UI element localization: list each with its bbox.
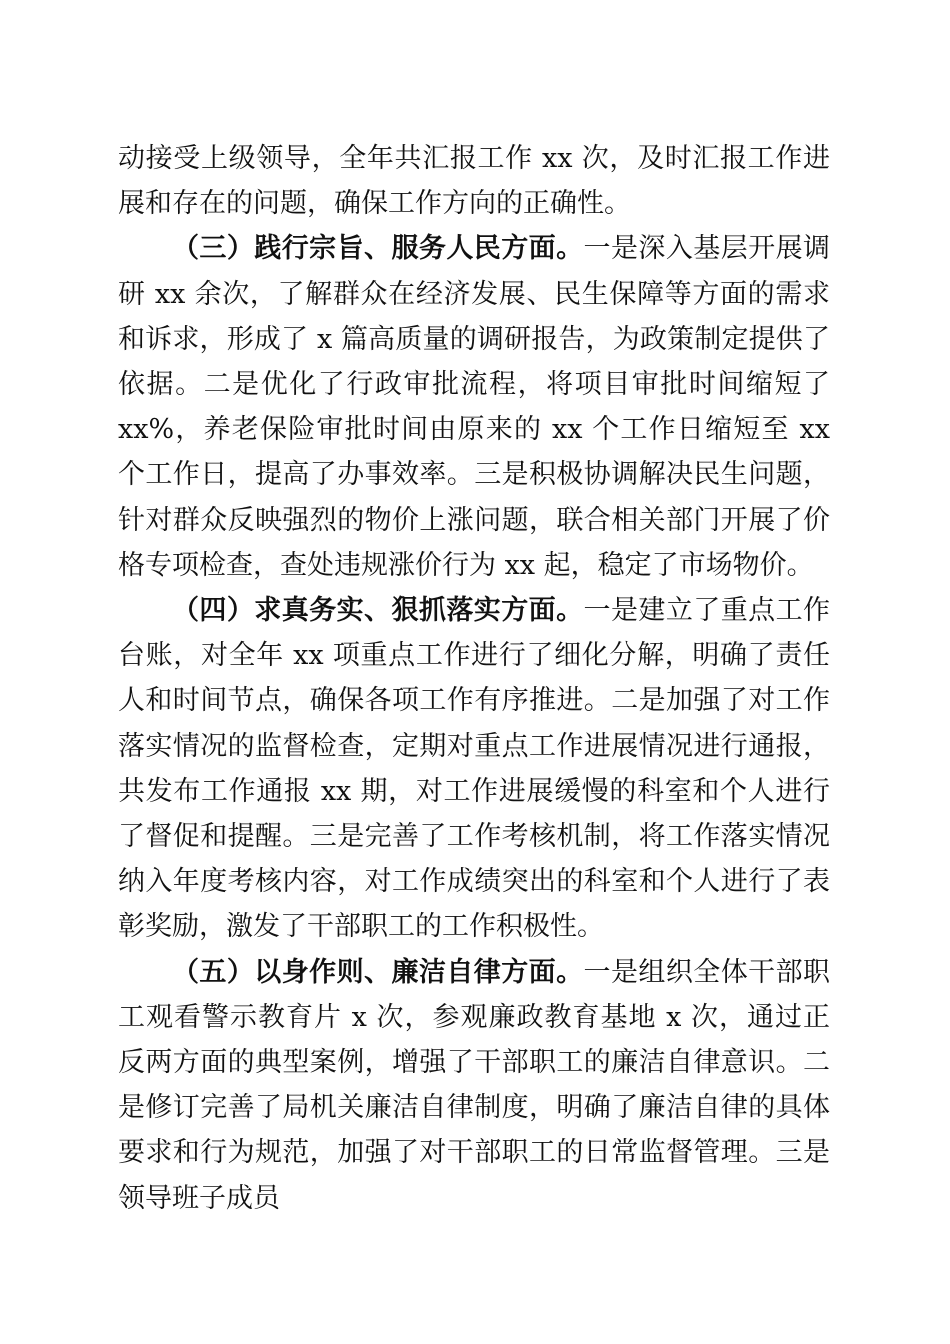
paragraph-text: 一是建立了重点工作台账，对全年 xx 项重点工作进行了细化分解，明确了责任人和时间节点，确保各项工作有序推进。二是加强了对工作落实情况的监督检查，定期对重点工作进展情况进行通报，共发布工作通报 xx 期，对工作进展缓慢的科室和个人进行了督促和提醒。三是完善了工作考核机制，将工作落实情况纳入年度考核内容，对工作成绩突出的科室和个人进行了表彰奖励，激发了干部职工的工作积极性。	[118, 595, 831, 943]
section-heading-4: （四）求真务实、狠抓落实方面。	[172, 595, 584, 627]
paragraph-text: 一是深入基层开展调研 xx 余次，了解群众在经济发展、民生保障等方面的需求和诉求，形成了 x 篇高质量的调研报告，为政策制定提供了依据。二是优化了行政审批流程，将项目审批时间缩短了 xx%，养老保险审批时间由原来的 xx 个工作日缩短至 xx 个工作日，提高了办事效率。三是积极协调解决民生问题，针对群众反映强烈的物价上涨问题，联合相关部门开展了价格专项检查，查处违规涨价行为 xx 起，稳定了市场物价。	[118, 233, 831, 581]
document-body	[118, 136, 830, 1221]
paragraph-section-3	[118, 226, 830, 588]
paragraph-section-4	[118, 588, 830, 950]
section-heading-5: （五）以身作则、廉洁自律方面。	[172, 956, 584, 988]
section-heading-3: （三）践行宗旨、服务人民方面。	[172, 233, 584, 265]
paragraph-text: 动接受上级领导，全年共汇报工作 xx 次，及时汇报工作进展和存在的问题，确保工作方向的正确性。	[118, 143, 830, 220]
paragraph-text: 一是组织全体干部职工观看警示教育片 x 次，参观廉政教育基地 x 次，通过正反两方面的典型案例，增强了干部职工的廉洁自律意识。二是修订完善了局机关廉洁自律制度，明确了廉洁自律的具体要求和行为规范，加强了对干部职工的日常监督管理。三是领导班子成员	[118, 956, 831, 1214]
paragraph-section-5	[118, 950, 830, 1221]
paragraph-continuation	[118, 136, 830, 226]
